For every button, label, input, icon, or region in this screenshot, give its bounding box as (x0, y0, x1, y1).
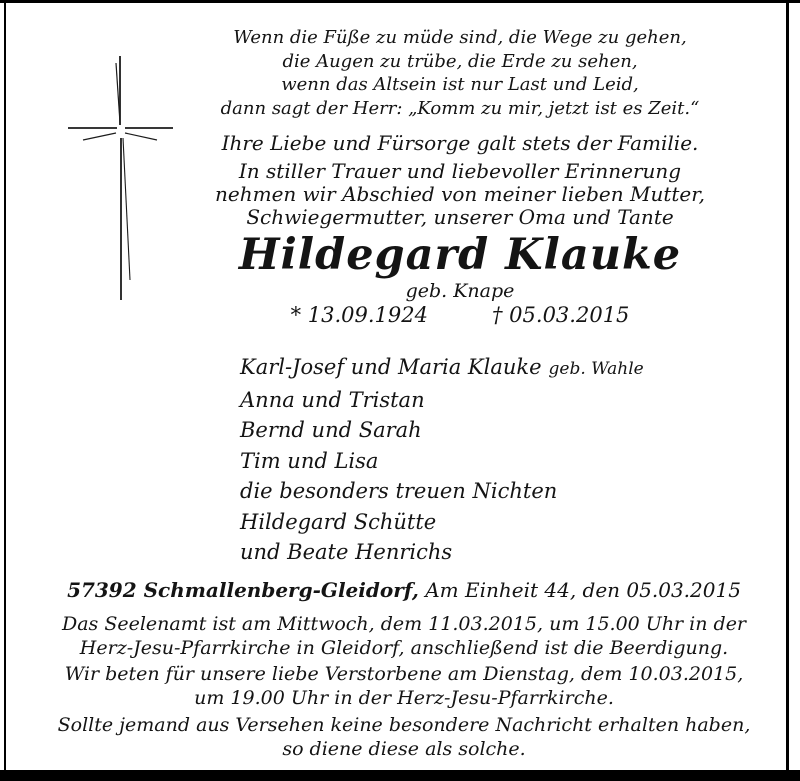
notice-line: um 19.00 Uhr in der Herz-Jesu-Pfarrkirche. (194, 686, 614, 709)
tribute-lines (140, 160, 780, 229)
address-line (30, 578, 778, 602)
poem-line: wenn das Altsein ist nur Last und Leid, (281, 74, 639, 95)
tribute-line: In stiller Trauer und liebevoller Erinnerung (238, 159, 682, 183)
mourner-line: Bernd und Sarah (240, 418, 422, 442)
frame-right-rule (786, 3, 789, 770)
mourners-list (240, 352, 760, 568)
notice-line: Das Seelenamt ist am Mittwoch, dem 11.03.2015, um 15.00 Uhr in der (61, 613, 747, 635)
tribute-line: nehmen wir Abschied von meiner lieben Mutter, (215, 182, 705, 206)
poem-line: dann sagt der Herr: „Komm zu mir, jetzt ist es Zeit.“ (220, 97, 700, 119)
notice-line: so diene diese als solche. (282, 737, 526, 760)
deceased-name: Hildegard Klauke (238, 230, 682, 280)
life-dates (140, 303, 780, 327)
birth-date: * 13.09.1924 (290, 303, 428, 327)
notice-line: Wir beten für unsere liebe Verstorbene am Dienstag, dem 10.03.2015, (64, 663, 744, 685)
poem (140, 26, 780, 120)
mourner-line: und Beate Henrichs (240, 540, 453, 564)
tribute-intro: Ihre Liebe und Fürsorge galt stets der Familie. (221, 131, 699, 155)
mourner-names: Karl-Josef und Maria Klauke (240, 355, 542, 379)
notice-line: Sollte jemand aus Versehen keine besondere Nachricht erhalten haben, (57, 714, 751, 736)
maiden-name: geb. Knape (405, 280, 515, 302)
poem-line: Wenn die Füße zu müde sind, die Wege zu gehen, (233, 27, 687, 48)
mourner-line: Anna und Tristan (240, 387, 425, 412)
notice-nachricht (30, 714, 778, 761)
mourner-line: Tim und Lisa (240, 448, 379, 473)
frame-left-rule (4, 3, 6, 770)
tribute-line: Schwiegermutter, unserer Oma und Tante (246, 205, 674, 229)
death-date: † 05.03.2015 (492, 303, 630, 327)
address-city: 57392 Schmallenberg-Gleidorf, (67, 578, 419, 602)
notice-gebet (30, 663, 778, 710)
notice-seelenamt (30, 613, 778, 660)
mourner-maiden-name: geb. Wahle (548, 359, 644, 379)
mourner-line: die besonders treuen Nichten (240, 479, 558, 503)
poem-line: die Augen zu trübe, die Erde zu sehen, (282, 50, 638, 72)
notice-line: Herz-Jesu-Pfarrkirche in Gleidorf, anschließend ist die Beerdigung. (79, 636, 729, 659)
mourner-line: Hildegard Schütte (240, 509, 437, 534)
mourner-line (240, 352, 760, 385)
frame-top-rule (0, 0, 800, 3)
frame-bottom-rule (0, 770, 800, 781)
address-rest: Am Einheit 44, den 05.03.2015 (418, 578, 741, 602)
